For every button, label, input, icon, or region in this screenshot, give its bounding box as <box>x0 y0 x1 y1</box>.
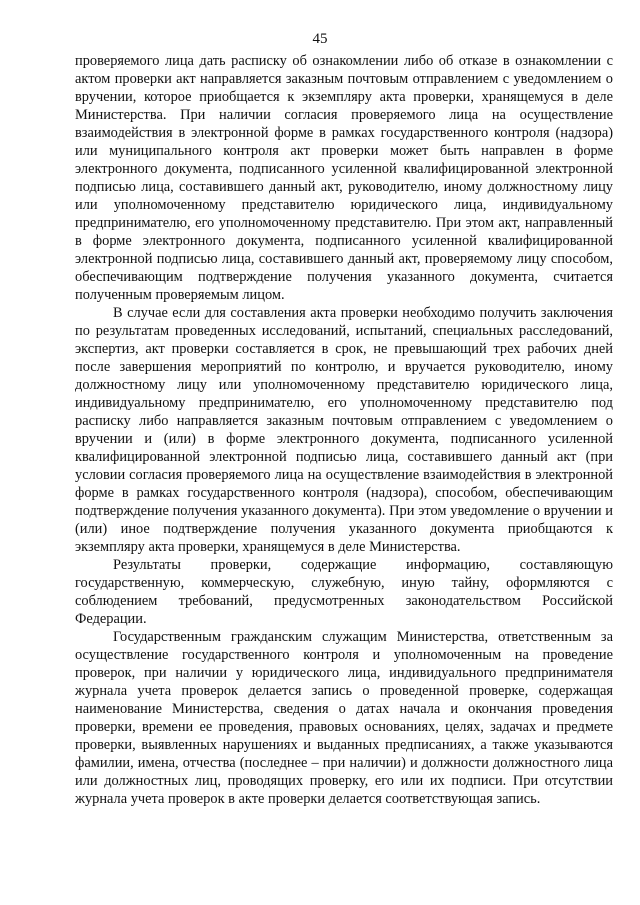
document-body <box>75 52 613 808</box>
paragraph-expert-conclusions: В случае если для составления акта проверки необходимо получить заключения по результатам проведенных исследований, испытаний, специальных расследований, экспертиз, акт проверки составляется в срок, не превышающий трех рабочих дней после завершения мероприятий по контролю, и вручается руководителю, иному должностному лицу или уполномоченному представителю юридического лица, индивидуальному предпринимателю, его уполномоченному представителю под расписку либо направляется заказным почтовым отправлением с уведомлением о вручении и (или) в форме электронного документа, подписанного усиленной квалифицированной электронной подписью лица, составившего данный акт (при условии согласия проверяемого лица на осуществление взаимодействия в электронной форме в рамках государственного контроля (надзора), способом, обеспечивающим подтверждение получения указанного документа). При этом уведомление о вручении и (или) иное подтверждение получения указанного документа приобщаются к экземпляру акта проверки, хранящемуся в деле Министерства. <box>75 305 613 555</box>
paragraph-act-delivery: проверяемого лица дать расписку об ознакомлении либо об отказе в ознакомлении с актом проверки акт направляется заказным почтовым отправлением с уведомлением о вручении, которое приобщается к экземпляру акта проверки, хранящемуся в деле Министерства. При наличии согласия проверяемого лица на осуществление взаимодействия в электронной форме в рамках государственного контроля (надзора) или муниципального контроля акт проверки может быть направлен в форме электронного документа, подписанного усиленной квалифицированной электронной подписью лица, составившего данный акт, руководителю, иному должностному лицу или уполномоченному представителю юридического лица, индивидуальному предпринимателю, его уполномоченному представителю. При этом акт, направленный в форме электронного документа, подписанного усиленной квалифицированной электронной подписью лица, составившего данный акт, проверяемому лицу способом, обеспечивающим подтверждение получения указанного документа, считается полученным проверяемым лицом. <box>75 53 613 303</box>
paragraph-inspection-log: Государственным гражданским служащим Министерства, ответственным за осуществление государственного контроля и уполномоченным на проведение проверок, при наличии у юридического лица, индивидуального предпринимателя журнала учета проверок делается запись о проведенной проверке, содержащая наименование Министерства, сведения о датах начала и окончания проведения проверки, времени ее проведения, правовых основаниях, целях, задачах и предмете проверки, выявленных нарушениях и выданных предписаниях, а также указываются фамилии, имена, отчества (последнее – при наличии) и должности должностного лица или должностных лиц, проводящих проверку, его или их подписи. При отсутствии журнала учета проверок в акте проверки делается соответствующая запись. <box>75 629 613 807</box>
paragraph-secret-information: Результаты проверки, содержащие информацию, составляющую государственную, коммерческую, служебную, иную тайну, оформляются с соблюдением требований, предусмотренных законодательством Российской Федерации. <box>75 557 613 627</box>
page-number: 45 <box>312 31 328 47</box>
